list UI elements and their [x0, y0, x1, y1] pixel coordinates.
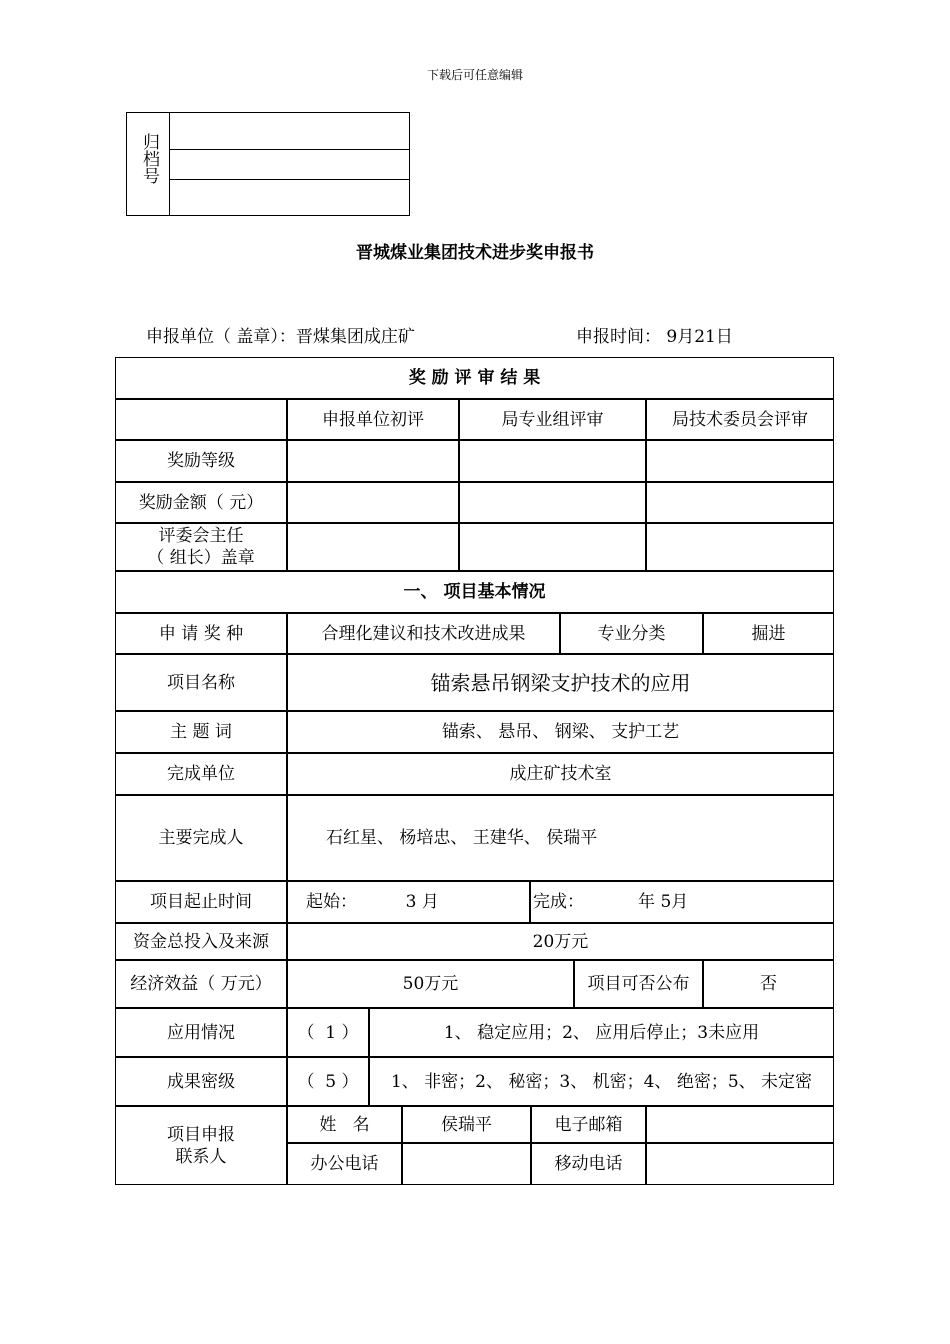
- name-value[interactable]: 侯瑞平: [402, 1106, 531, 1143]
- category-value[interactable]: 掘进: [703, 613, 834, 654]
- document-title: 晋城煤业集团技术进步奖申报书: [356, 243, 594, 263]
- basic-info-header: 一、 项目基本情况: [115, 571, 834, 613]
- award-review-corner: [115, 399, 287, 440]
- col-committee-review: 局技术委员会评审: [646, 399, 834, 440]
- archive-line-1[interactable]: [170, 149, 409, 150]
- funding-label: 资金总投入及来源: [115, 923, 287, 960]
- email-value[interactable]: [646, 1106, 834, 1143]
- office-phone-label: 办公电话: [287, 1143, 402, 1185]
- mobile-value[interactable]: [646, 1143, 834, 1185]
- award-level-group-field[interactable]: [459, 440, 646, 482]
- publish-value[interactable]: 否: [703, 960, 834, 1008]
- archive-number-box: [126, 112, 410, 216]
- mobile-label: 移动电话: [531, 1143, 646, 1185]
- secrecy-label: 成果密级: [115, 1057, 287, 1106]
- secrecy-desc: 1、 非密；2、 秘密；3、 机密；4、 绝密；5、 未定密: [369, 1057, 834, 1106]
- project-name-label: 项目名称: [115, 654, 287, 711]
- office-phone-value[interactable]: [402, 1143, 531, 1185]
- award-type-value[interactable]: 合理化建议和技术改进成果: [287, 613, 560, 654]
- col-unit-review: 申报单位初评: [287, 399, 459, 440]
- project-name-value[interactable]: 锚索悬吊钢梁支护技术的应用: [287, 654, 834, 711]
- seal-group-field[interactable]: [459, 523, 646, 571]
- applicant-unit: 申报单位（ 盖章）：晋煤集团成庄矿: [146, 327, 415, 347]
- unit-label: 完成单位: [115, 753, 287, 795]
- email-label: 电子邮箱: [531, 1106, 646, 1143]
- award-review-header: 奖 励 评 审 结 果: [115, 357, 834, 399]
- persons-label: 主要完成人: [115, 795, 287, 881]
- application-code[interactable]: （ 1 ）: [287, 1008, 369, 1057]
- row-committee-seal: 评委会主任 （ 组长）盖章: [115, 523, 287, 571]
- funding-value[interactable]: 20万元: [287, 923, 834, 960]
- col-group-review: 局专业组评审: [459, 399, 646, 440]
- archive-label-cell: [127, 113, 170, 215]
- seal-committee-field[interactable]: [646, 523, 834, 571]
- keywords-value[interactable]: 锚索、 悬吊、 钢梁、 支护工艺: [287, 711, 834, 753]
- benefit-label: 经济效益（ 万元）: [115, 960, 287, 1008]
- category-label: 专业分类: [560, 613, 703, 654]
- top-note: 下载后可任意编辑: [426, 68, 523, 82]
- publish-label: 项目可否公布: [574, 960, 703, 1008]
- secrecy-code[interactable]: （ 5 ）: [287, 1057, 369, 1106]
- archive-line-2[interactable]: [170, 179, 409, 180]
- benefit-value[interactable]: 50万元: [287, 960, 574, 1008]
- name-label: 姓 名: [287, 1106, 402, 1143]
- award-amount-committee-field[interactable]: [646, 482, 834, 523]
- contact-label: 项目申报 联系人: [115, 1106, 287, 1185]
- row-award-level: 奖励等级: [115, 440, 287, 482]
- award-level-committee-field[interactable]: [646, 440, 834, 482]
- apply-time: 申报时间： 9月21日: [576, 327, 733, 347]
- application-desc: 1、 稳定应用；2、 应用后停止；3未应用: [369, 1008, 834, 1057]
- row-award-amount: 奖励金额（ 元）: [115, 482, 287, 523]
- archive-label: 归档号: [139, 133, 159, 184]
- seal-unit-field[interactable]: [287, 523, 459, 571]
- period-end[interactable]: 完成： 年 5月: [530, 881, 834, 923]
- persons-value[interactable]: 石红星、 杨培忠、 王建华、 侯瑞平: [287, 795, 834, 881]
- application-label: 应用情况: [115, 1008, 287, 1057]
- keywords-label: 主 题 词: [115, 711, 287, 753]
- unit-value[interactable]: 成庄矿技术室: [287, 753, 834, 795]
- award-amount-unit-field[interactable]: [287, 482, 459, 523]
- award-amount-group-field[interactable]: [459, 482, 646, 523]
- period-start[interactable]: 起始： 3 月: [287, 881, 530, 923]
- award-level-unit-field[interactable]: [287, 440, 459, 482]
- period-label: 项目起止时间: [115, 881, 287, 923]
- award-type-label: 申 请 奖 种: [115, 613, 287, 654]
